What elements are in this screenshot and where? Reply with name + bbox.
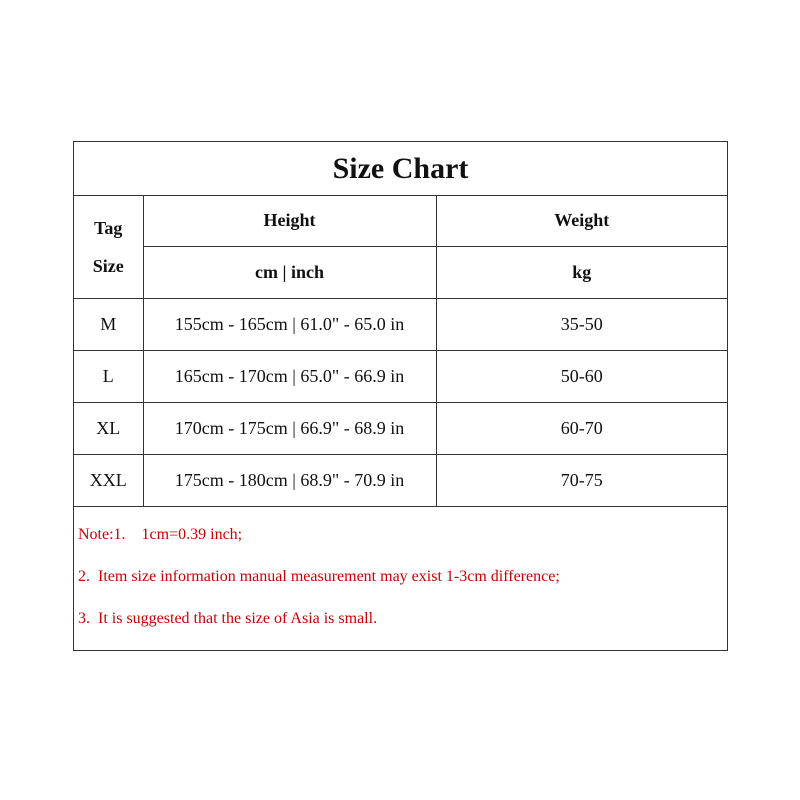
note-line-2: 2. Item size information manual measurement may exist 1-3cm difference;	[78, 568, 560, 585]
table-row	[74, 455, 727, 507]
table-row	[74, 403, 727, 455]
size-cell: XXL	[74, 455, 143, 507]
size-cell: M	[74, 299, 143, 351]
weight-cell: 50-60	[436, 351, 727, 403]
table-row	[74, 299, 727, 351]
height-cell: 165cm - 170cm | 65.0" - 66.9 in	[143, 351, 436, 403]
tag-header-line2: Size	[92, 255, 124, 276]
weight-cell: 70-75	[436, 455, 727, 507]
height-cell: 155cm - 165cm | 61.0" - 65.0 in	[143, 299, 436, 351]
weight-cell: 60-70	[436, 403, 727, 455]
size-table	[74, 195, 727, 507]
height-cell: 170cm - 175cm | 66.9" - 68.9 in	[143, 403, 436, 455]
header-row	[74, 195, 727, 247]
chart-title: Size Chart	[74, 142, 727, 196]
weight-unit: kg	[436, 247, 727, 299]
notes-section	[74, 509, 727, 650]
size-cell: XL	[74, 403, 143, 455]
height-header: Height	[143, 195, 436, 247]
note-line-1: Note:1. 1cm=0.39 inch;	[78, 526, 243, 543]
height-cell: 175cm - 180cm | 68.9" - 70.9 in	[143, 455, 436, 507]
size-chart	[73, 141, 728, 651]
height-unit: cm | inch	[143, 247, 436, 299]
weight-cell: 35-50	[436, 299, 727, 351]
tag-header-line1: Tag	[94, 217, 123, 238]
table-row	[74, 351, 727, 403]
weight-header: Weight	[436, 195, 727, 247]
tag-size-header	[74, 195, 143, 299]
size-cell: L	[74, 351, 143, 403]
unit-row	[74, 247, 727, 299]
note-line-3: 3. It is suggested that the size of Asia is small.	[78, 610, 378, 627]
